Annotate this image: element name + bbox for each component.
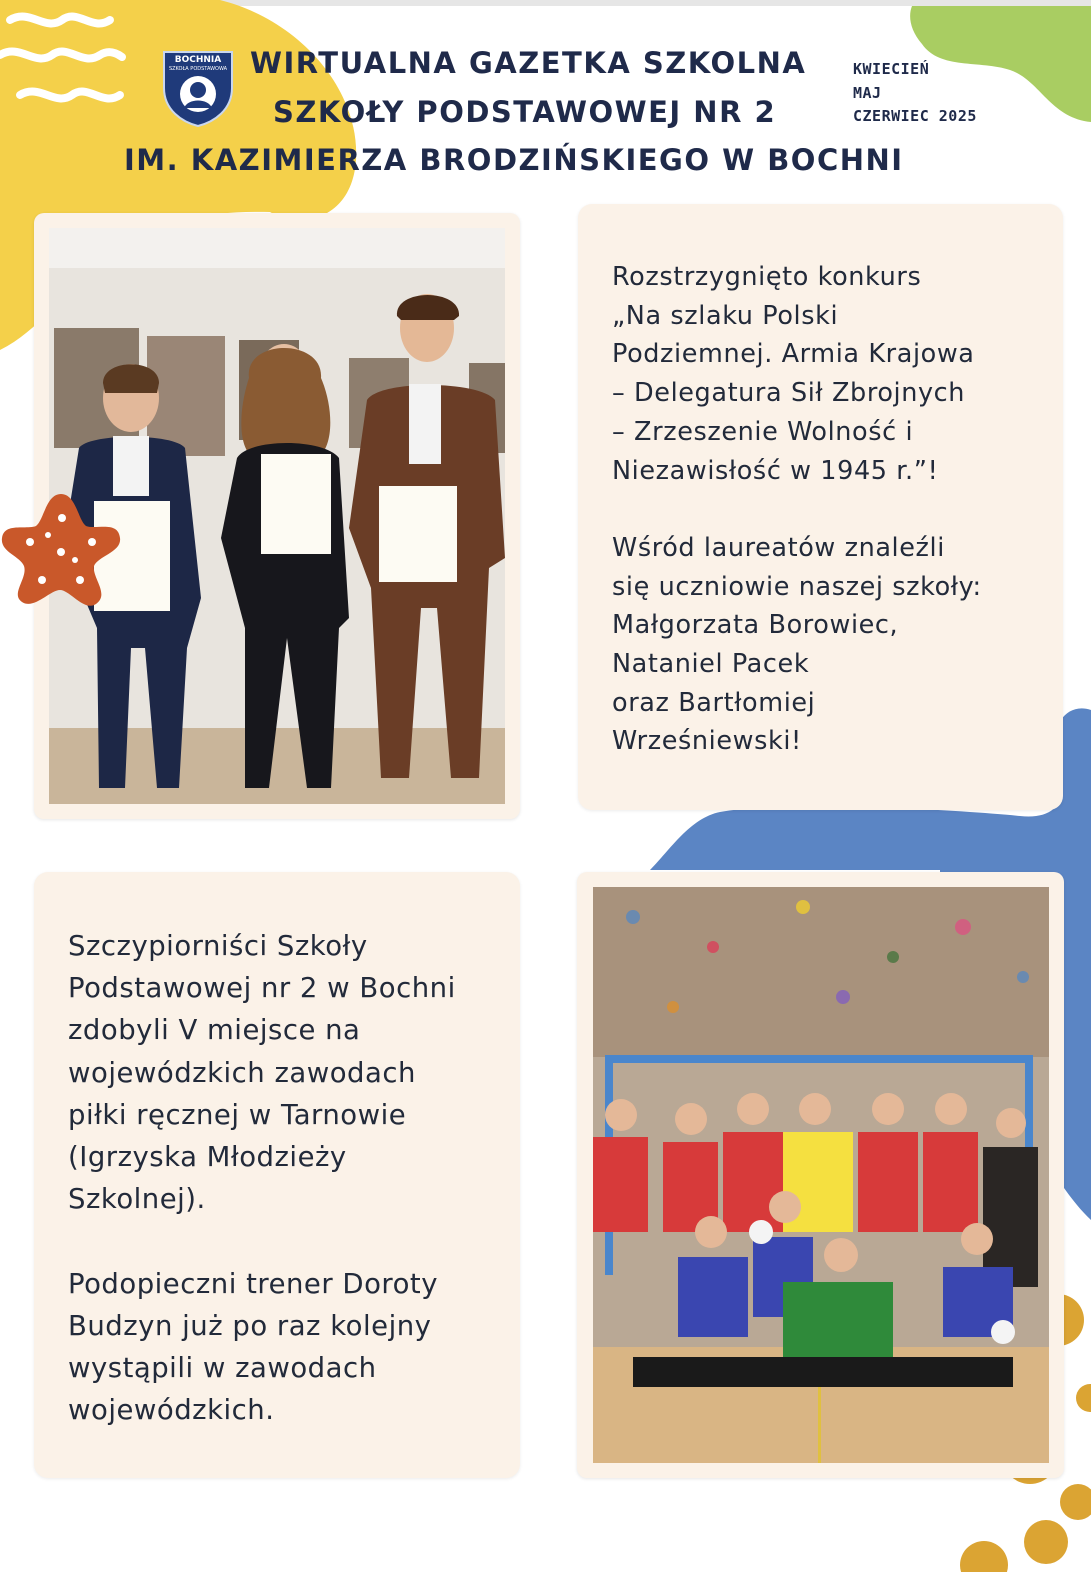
article-line: Niezawisłość w 1945 r.”! bbox=[612, 455, 939, 486]
article-line: Wśród laureatów znaleźli bbox=[612, 532, 945, 563]
article-line: – Zrzeszenie Wolność i bbox=[612, 416, 914, 447]
wavy-lines bbox=[0, 0, 140, 140]
page-title-line-3: IM. KAZIMIERZA BRODZIŃSKIEGO W BOCHNI bbox=[124, 143, 904, 177]
article-line: Podstawowej nr 2 w Bochni bbox=[68, 972, 456, 1005]
article-line: Nataniel Pacek bbox=[612, 649, 810, 680]
article-line: zdobyli V miejsce na bbox=[68, 1014, 361, 1047]
article-line: – Delegatura Sił Zbrojnych bbox=[612, 378, 966, 409]
page-title-line-1: WIRTUALNA GAZETKA SZKOLNA bbox=[250, 46, 807, 80]
article-line: oraz Bartłomiej bbox=[612, 687, 816, 718]
logo-text: BOCHNIA bbox=[174, 55, 222, 65]
issue-date-line-2: MAJ bbox=[853, 84, 882, 102]
article-text-handball bbox=[68, 925, 508, 1431]
article-line: Szczypiorniści Szkoły bbox=[68, 930, 368, 962]
article-line: Podziemnej. Armia Krajowa bbox=[612, 339, 975, 370]
page-title-line-2: SZKOŁY PODSTAWOWEJ NR 2 bbox=[273, 95, 777, 129]
article-line: (Igrzyska Młodzieży bbox=[68, 1141, 347, 1174]
article-line: wojewódzkich zawodach bbox=[68, 1056, 416, 1089]
article-line: Rozstrzygnięto konkurs bbox=[612, 262, 922, 292]
article-line: wystąpili w zawodach bbox=[68, 1352, 377, 1385]
flower-decoration bbox=[0, 490, 122, 612]
article-line: Budzyn już po raz kolejny bbox=[68, 1309, 432, 1342]
photo-handball-team bbox=[593, 887, 1049, 1463]
article-line: wojewódzkich. bbox=[68, 1394, 275, 1427]
article-line: się uczniowie naszej szkoły: bbox=[612, 571, 982, 602]
article-line: Szkolnej). bbox=[68, 1183, 206, 1216]
article-line: Podopieczni trener Doroty bbox=[68, 1267, 438, 1300]
logo-subtext: SZKOŁA PODSTAWOWA bbox=[168, 66, 228, 72]
article-line: Wrześniewski! bbox=[612, 726, 802, 757]
article-line: „Na szlaku Polski bbox=[612, 300, 839, 331]
issue-date-line-1: KWIECIEŃ bbox=[853, 60, 930, 78]
article-line: piłki ręcznej w Tarnowie bbox=[68, 1098, 407, 1131]
article-line: Małgorzata Borowiec, bbox=[612, 610, 899, 641]
article-text-contest bbox=[612, 258, 1032, 761]
school-logo bbox=[160, 48, 236, 128]
issue-date-line-3: CZERWIEC 2025 bbox=[853, 107, 977, 125]
